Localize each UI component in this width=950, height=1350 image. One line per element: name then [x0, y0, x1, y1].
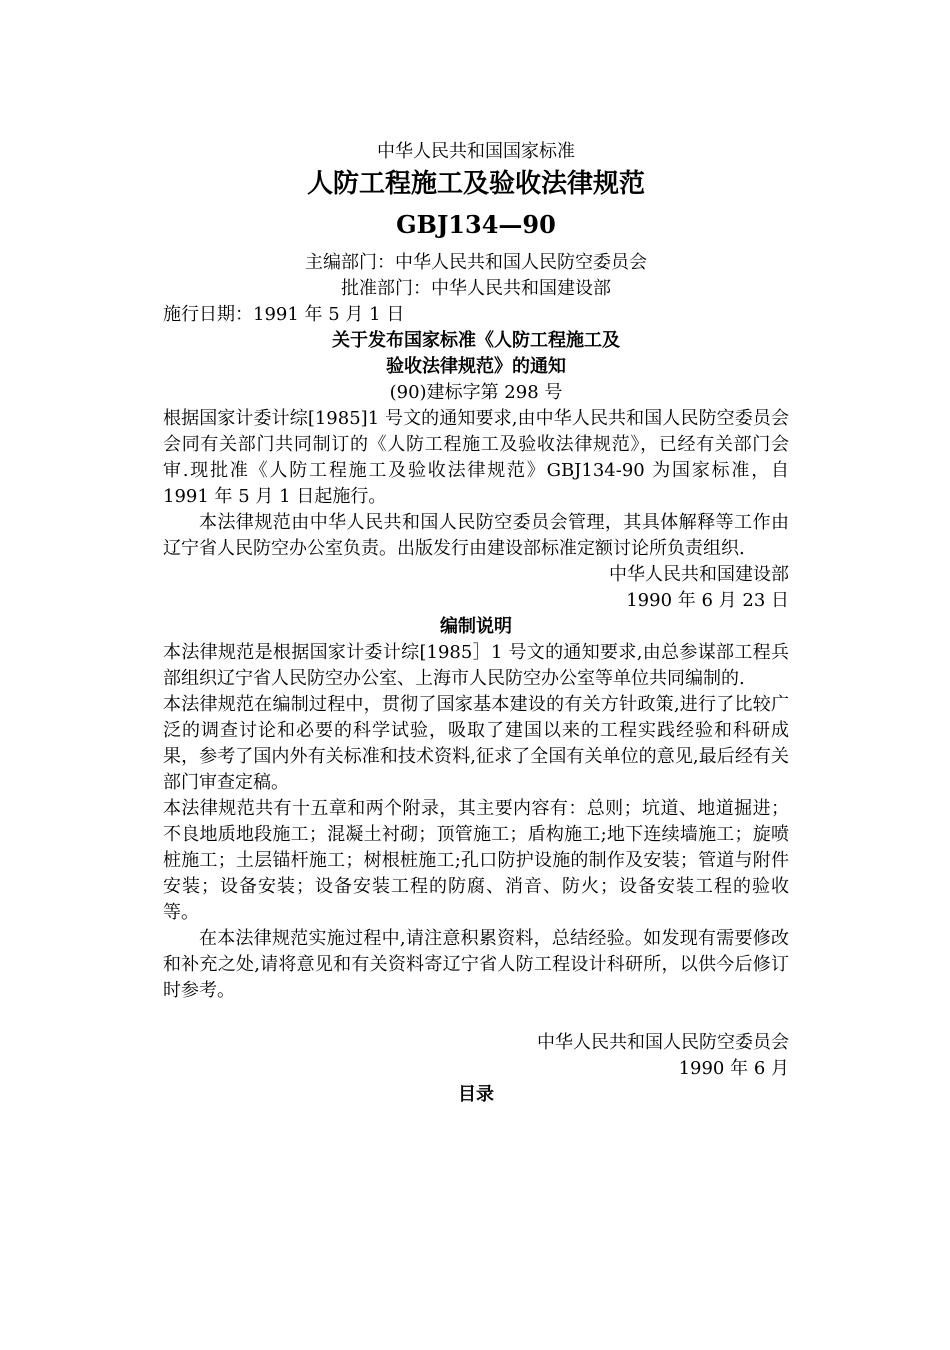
- standard-code: GBJ134—90: [396, 210, 556, 239]
- notice-doc-number: (90)建标字第 298 号: [389, 382, 563, 403]
- approval-department: 批准部门：中华人民共和国建设部: [341, 278, 611, 299]
- document-supertitle: 中华人民共和国国家标准: [377, 141, 575, 162]
- notice-title-line-2: 验收法律规范》的通知: [386, 356, 566, 377]
- editor-department: 主编部门：中华人民共和国人民防空委员会: [305, 252, 647, 273]
- explanation-paragraph: 本法律规范共有十五章和两个附录，其主要内容有：总则；坑道、地道掘进；不良地质地段施工；混凝土衬砌；顶管施工；盾构施工;地下连续墙施工；旋喷桩施工；土层锚杆施工；树根桩施工;孔口防护设施的制作及安装；管道与附件安装；设备安装；设备安装工程的防腐、消音、防火；设备安装工程的验收等。: [163, 798, 789, 923]
- notice-title-line-1: 关于发布国家标准《人防工程施工及: [332, 330, 620, 351]
- explanation-signature: 中华人民共和国人民防空委员会: [537, 1032, 789, 1053]
- notice-date: 1990 年 6 月 23 日: [626, 590, 789, 611]
- notice-signature: 中华人民共和国建设部: [609, 564, 789, 585]
- explanation-paragraph: 本法律规范是根据国家计委计综[1985］1 号文的通知要求,由总参谋部工程兵部组织辽宁省人民防空办公室、上海市人民防空办公室等单位共同编制的.: [163, 642, 789, 689]
- toc-title: 目录: [458, 1084, 494, 1105]
- explanation-paragraph: 本法律规范在编制过程中，贯彻了国家基本建设的有关方针政策,进行了比较广泛的调查讨论和必要的科学试验，吸取了建国以来的工程实践经验和科研成果，参考了国内外有关标准和技术资料,征求了全国有关单位的意见,最后经有关部门审查定稿。: [163, 694, 789, 793]
- explanation-date: 1990 年 6 月: [678, 1058, 789, 1079]
- notice-paragraph: 根据国家计委计综[1985]1 号文的通知要求,由中华人民共和国人民防空委员会会同有关部门共同制订的《人防工程施工及验收法律规范》，已经有关部门会审.现批准《人防工程施工及验收法律规范》GBJ134-90 为国家标准，自 1991 年 5 月 1 日起施行。: [163, 408, 789, 507]
- document-title: 人防工程施工及验收法律规范: [306, 169, 645, 199]
- explanation-title: 编制说明: [440, 616, 512, 637]
- explanation-paragraph: 在本法律规范实施过程中,请注意积累资料，总结经验。如发现有需要修改和补充之处,请将意见和有关资料寄辽宁省人防工程设计科研所，以供今后修订时参考。: [163, 928, 789, 1001]
- notice-paragraph: 本法律规范由中华人民共和国人民防空委员会管理，其具体解释等工作由辽宁省人民防空办公室负责。出版发行由建设部标准定额讨论所负责组织.: [163, 512, 789, 559]
- blank-line: [163, 1004, 789, 1030]
- effective-date: 施行日期：1991 年 5 月 1 日: [163, 304, 405, 325]
- document-page: [163, 138, 789, 1108]
